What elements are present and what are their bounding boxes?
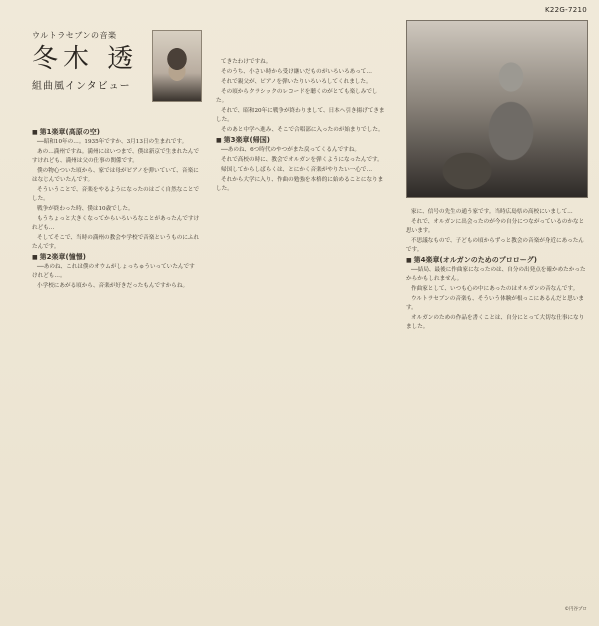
paragraph: 僕の物心ついた頃から、家では母がピアノを弾いていて、音楽にはなじんでいたんです。 bbox=[32, 168, 199, 183]
paragraph: 不思議なもので、子どもの頃からずっと教会の音楽が身近にあったんです。 bbox=[406, 238, 584, 253]
paragraph: もうちょっと大きくなってからいろいろなことがあったんですけれども… bbox=[32, 216, 200, 231]
paragraph: ──あのね、これは僕のオウムがしょっちゅういっていたんですけれども…。 bbox=[32, 264, 195, 279]
ultraseven-photo-image bbox=[406, 20, 588, 198]
paragraph: それで高校の時に、教会でオルガンを弾くようになったんです。 bbox=[221, 157, 383, 163]
paragraph: そのうち、小さい時から受け継いだものがいろいろあって… bbox=[221, 69, 372, 75]
catalog-number: K22G-7210 bbox=[545, 6, 587, 14]
paragraph: それで、昭和20年に戦争が終わりまして、日本へ引き揚げてきました。 bbox=[216, 108, 385, 123]
text-column-3 bbox=[406, 208, 586, 590]
section-title-3: ■ 第3楽章(帰国) bbox=[216, 136, 388, 145]
paragraph: あの…満州ですね。満州にはいつまで、僕は新京で生まれたんですけれども、満州は父の仕事の関係です。 bbox=[32, 149, 200, 164]
paragraph: てきたわけですね。 bbox=[221, 59, 272, 65]
text-column-1 bbox=[32, 128, 200, 590]
paragraph: 帰国してからしばらくは、とにかく音楽がやりたい一心で… bbox=[221, 167, 373, 173]
header-block bbox=[32, 30, 152, 92]
paragraph: そういうことで、音楽をやるようになったのはごく自然なことでした。 bbox=[32, 187, 200, 202]
interview-kicker: 組曲風インタビュー bbox=[32, 81, 131, 92]
paragraph: 小学校にあがる頃から、音楽が好きだったもんですからね。 bbox=[37, 283, 189, 289]
text-column-2 bbox=[216, 58, 388, 590]
section-title-2: ■ 第2楽章(憧憬) bbox=[32, 253, 200, 262]
paragraph: 作曲家として、いつも心の中にあったのはオルガンの音なんです。 bbox=[411, 286, 579, 292]
paragraph: それで、オルガンに出会ったのが今の自分につながっているのかなと思います。 bbox=[406, 219, 585, 234]
composer-name: 冬木 透 bbox=[32, 44, 139, 74]
paragraph: それから大学に入り、作曲の勉強を本格的に始めることになりました。 bbox=[216, 177, 384, 192]
copyright-credit: ©円谷プロ bbox=[564, 607, 587, 612]
paragraph: 家に、信号の先生の通う家です。当時広島県の高校にいまして… bbox=[411, 209, 573, 215]
paragraph: そしてそこで、当時の満州の教会や学校で音楽というものにふれたんです。 bbox=[32, 235, 200, 250]
section-title-4: ■ 第4楽章(オルガンのためのプロローグ) bbox=[406, 256, 586, 265]
paragraph: その頃からクラシックのレコードを聴くのがとても楽しみでした。 bbox=[216, 89, 378, 104]
paragraph: オルガンのための作品を書くことは、自分にとって大切な仕事になりました。 bbox=[406, 315, 585, 330]
paragraph: ウルトラセブンの音楽も、そういう体験が根っこにあるんだと思います。 bbox=[406, 296, 585, 311]
paragraph: それで親父が、ピアノを弾いたりいろいろしてくれました。 bbox=[221, 79, 372, 85]
composer-portrait-image bbox=[152, 30, 202, 102]
paragraph: そのあと中学へ進み、そこで合唱部に入ったのが始まりでした。 bbox=[221, 127, 384, 133]
paragraph: ──結局、最後に作曲家になったのは、自分の出発点を確かめたかったからかもしれません。 bbox=[406, 267, 586, 282]
paragraph: ──昭和10年の…。1935年ですか、3月13日の生まれです。 bbox=[37, 139, 188, 145]
paragraph: ──あのね、6つ時代のやつがまた戻ってくるんですね。 bbox=[221, 147, 360, 153]
paragraph: 戦争が終わった時、僕は10歳でした。 bbox=[37, 206, 134, 212]
header-subtitle: ウルトラセブンの音楽 bbox=[32, 31, 117, 40]
section-title-1: ■ 第1楽章(高原の空) bbox=[32, 128, 200, 137]
